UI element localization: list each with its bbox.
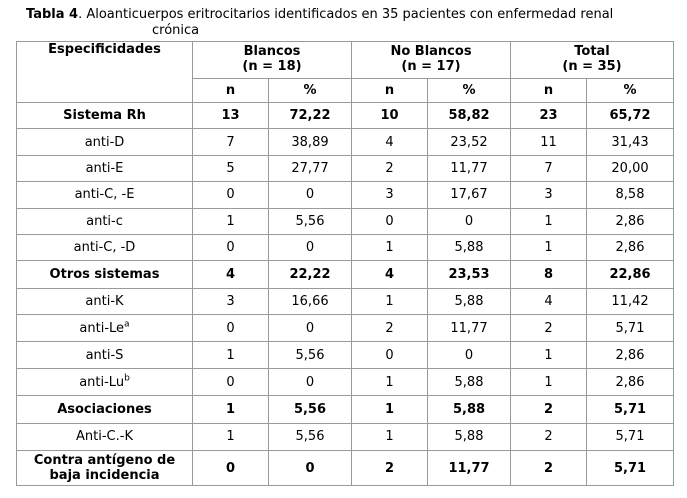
cell-percent: 5,71	[587, 396, 674, 423]
cell-count: 7	[511, 155, 587, 181]
cell-count: 1	[352, 288, 428, 314]
row-label-text: Anti-C.-K	[76, 429, 133, 445]
table-row	[17, 423, 674, 450]
cell-percent: 38,89	[269, 129, 352, 155]
table-row	[17, 451, 674, 486]
subheader-n: n	[193, 79, 269, 103]
header-group-total	[511, 42, 674, 79]
row-label-text: anti-C, -D	[73, 240, 136, 256]
cell-percent: 11,77	[428, 315, 511, 342]
cell-percent: 0	[269, 368, 352, 395]
subheader-percent: %	[587, 79, 674, 103]
cell-count: 3	[511, 182, 587, 208]
cell-percent: 23,53	[428, 261, 511, 288]
cell-percent: 8,58	[587, 182, 674, 208]
table-row	[17, 155, 674, 181]
cell-count: 2	[352, 315, 428, 342]
table-row	[17, 396, 674, 423]
caption-label: Tabla 4	[26, 7, 79, 22]
cell-percent: 22,86	[587, 261, 674, 288]
row-label	[17, 234, 193, 260]
group-name: Blancos	[243, 44, 301, 59]
cell-percent: 16,66	[269, 288, 352, 314]
row-label	[17, 155, 193, 181]
cell-count: 0	[193, 451, 269, 486]
cell-count: 0	[352, 342, 428, 368]
row-label	[17, 103, 193, 129]
cell-percent: 5,88	[428, 396, 511, 423]
row-label	[17, 315, 193, 342]
table-caption	[26, 7, 666, 39]
cell-count: 7	[193, 129, 269, 155]
row-label-text: anti-c	[86, 213, 123, 229]
cell-count: 3	[352, 182, 428, 208]
row-label-text: anti-K	[85, 293, 124, 309]
row-label	[17, 342, 193, 368]
cell-count: 13	[193, 103, 269, 129]
table-row	[17, 315, 674, 342]
cell-percent: 31,43	[587, 129, 674, 155]
cell-percent: 0	[269, 451, 352, 486]
cell-count: 2	[352, 155, 428, 181]
table-row	[17, 288, 674, 314]
subheader-n: n	[352, 79, 428, 103]
cell-count: 4	[352, 129, 428, 155]
cell-percent: 5,56	[269, 396, 352, 423]
cell-percent: 5,88	[428, 423, 511, 450]
cell-percent: 22,22	[269, 261, 352, 288]
cell-percent: 0	[269, 182, 352, 208]
cell-percent: 0	[269, 315, 352, 342]
cell-percent: 11,77	[428, 451, 511, 486]
superscript: b	[124, 373, 130, 384]
header-group-no-blancos	[352, 42, 511, 79]
cell-percent: 2,86	[587, 342, 674, 368]
cell-percent: 5,56	[269, 423, 352, 450]
cell-percent: 2,86	[587, 234, 674, 260]
table-row	[17, 103, 674, 129]
row-label-text: Sistema Rh	[63, 108, 146, 124]
cell-count: 1	[511, 234, 587, 260]
cell-count: 1	[511, 368, 587, 395]
cell-count: 0	[193, 368, 269, 395]
row-label-text: Asociaciones	[57, 401, 152, 417]
cell-percent: 5,88	[428, 368, 511, 395]
cell-count: 10	[352, 103, 428, 129]
table-row	[17, 208, 674, 234]
cell-percent: 5,56	[269, 208, 352, 234]
cell-count: 1	[352, 423, 428, 450]
row-label	[17, 288, 193, 314]
cell-count: 1	[511, 208, 587, 234]
cell-count: 1	[193, 396, 269, 423]
cell-percent: 0	[428, 342, 511, 368]
group-header-row	[17, 42, 674, 79]
cell-count: 0	[193, 182, 269, 208]
subheader-percent: %	[428, 79, 511, 103]
group-count: (n = 17)	[401, 59, 461, 74]
cell-count: 1	[193, 342, 269, 368]
caption-text: . Aloanticuerpos eritrocitarios identificados en 35 pacientes con enfermedad renal	[78, 7, 614, 22]
cell-percent: 5,71	[587, 451, 674, 486]
row-label	[17, 451, 193, 486]
cell-count: 0	[193, 315, 269, 342]
cell-count: 23	[511, 103, 587, 129]
cell-count: 1	[511, 342, 587, 368]
row-label	[17, 208, 193, 234]
header-specificities: Especificidades	[17, 42, 193, 103]
cell-count: 5	[193, 155, 269, 181]
cell-percent: 23,52	[428, 129, 511, 155]
subheader-percent: %	[269, 79, 352, 103]
group-count: (n = 35)	[562, 59, 622, 74]
cell-percent: 11,42	[587, 288, 674, 314]
row-label	[17, 182, 193, 208]
cell-count: 4	[193, 261, 269, 288]
cell-count: 4	[352, 261, 428, 288]
cell-percent: 72,22	[269, 103, 352, 129]
row-label	[17, 261, 193, 288]
row-label-text: anti-Le	[79, 320, 125, 336]
row-label-text: anti-Lu	[79, 374, 125, 390]
row-label-text: anti-E	[85, 160, 124, 176]
caption-continuation: crónica	[152, 23, 200, 38]
row-label-text: anti-C, -E	[74, 187, 135, 203]
cell-percent: 5,88	[428, 288, 511, 314]
group-name: Total	[574, 44, 610, 59]
cell-percent: 0	[269, 234, 352, 260]
row-label	[17, 368, 193, 395]
cell-count: 2	[511, 315, 587, 342]
cell-percent: 0	[428, 208, 511, 234]
cell-count: 2	[511, 396, 587, 423]
header-group-blancos	[193, 42, 352, 79]
subheader-n: n	[511, 79, 587, 103]
cell-count: 11	[511, 129, 587, 155]
cell-percent: 5,71	[587, 423, 674, 450]
row-label	[17, 396, 193, 423]
cell-count: 4	[511, 288, 587, 314]
cell-percent: 27,77	[269, 155, 352, 181]
superscript: a	[124, 319, 130, 330]
cell-count: 2	[352, 451, 428, 486]
cell-count: 0	[352, 208, 428, 234]
cell-count: 1	[193, 208, 269, 234]
cell-percent: 5,88	[428, 234, 511, 260]
cell-percent: 65,72	[587, 103, 674, 129]
cell-count: 1	[352, 234, 428, 260]
cell-count: 2	[511, 423, 587, 450]
row-label	[17, 423, 193, 450]
cell-count: 1	[352, 368, 428, 395]
cell-count: 3	[193, 288, 269, 314]
cell-percent: 20,00	[587, 155, 674, 181]
cell-percent: 5,56	[269, 342, 352, 368]
antibody-table	[16, 41, 674, 486]
row-label-text: Otros sistemas	[49, 266, 160, 282]
cell-percent: 2,86	[587, 208, 674, 234]
table-body	[17, 103, 674, 486]
cell-percent: 58,82	[428, 103, 511, 129]
cell-count: 0	[193, 234, 269, 260]
cell-percent: 11,77	[428, 155, 511, 181]
cell-count: 2	[511, 451, 587, 486]
cell-count: 8	[511, 261, 587, 288]
row-label-text: anti-S	[85, 347, 124, 363]
row-label	[17, 129, 193, 155]
table-row	[17, 342, 674, 368]
table-row	[17, 129, 674, 155]
row-label-text: Contra antígeno de baja incidencia	[33, 453, 176, 484]
cell-percent: 5,71	[587, 315, 674, 342]
cell-count: 1	[352, 396, 428, 423]
group-name: No Blancos	[390, 44, 472, 59]
cell-percent: 2,86	[587, 368, 674, 395]
cell-percent: 17,67	[428, 182, 511, 208]
table-row	[17, 182, 674, 208]
cell-count: 1	[193, 423, 269, 450]
row-label-text: anti-D	[84, 134, 125, 150]
table-row	[17, 261, 674, 288]
group-count: (n = 18)	[242, 59, 302, 74]
table-row	[17, 234, 674, 260]
table-row	[17, 368, 674, 395]
